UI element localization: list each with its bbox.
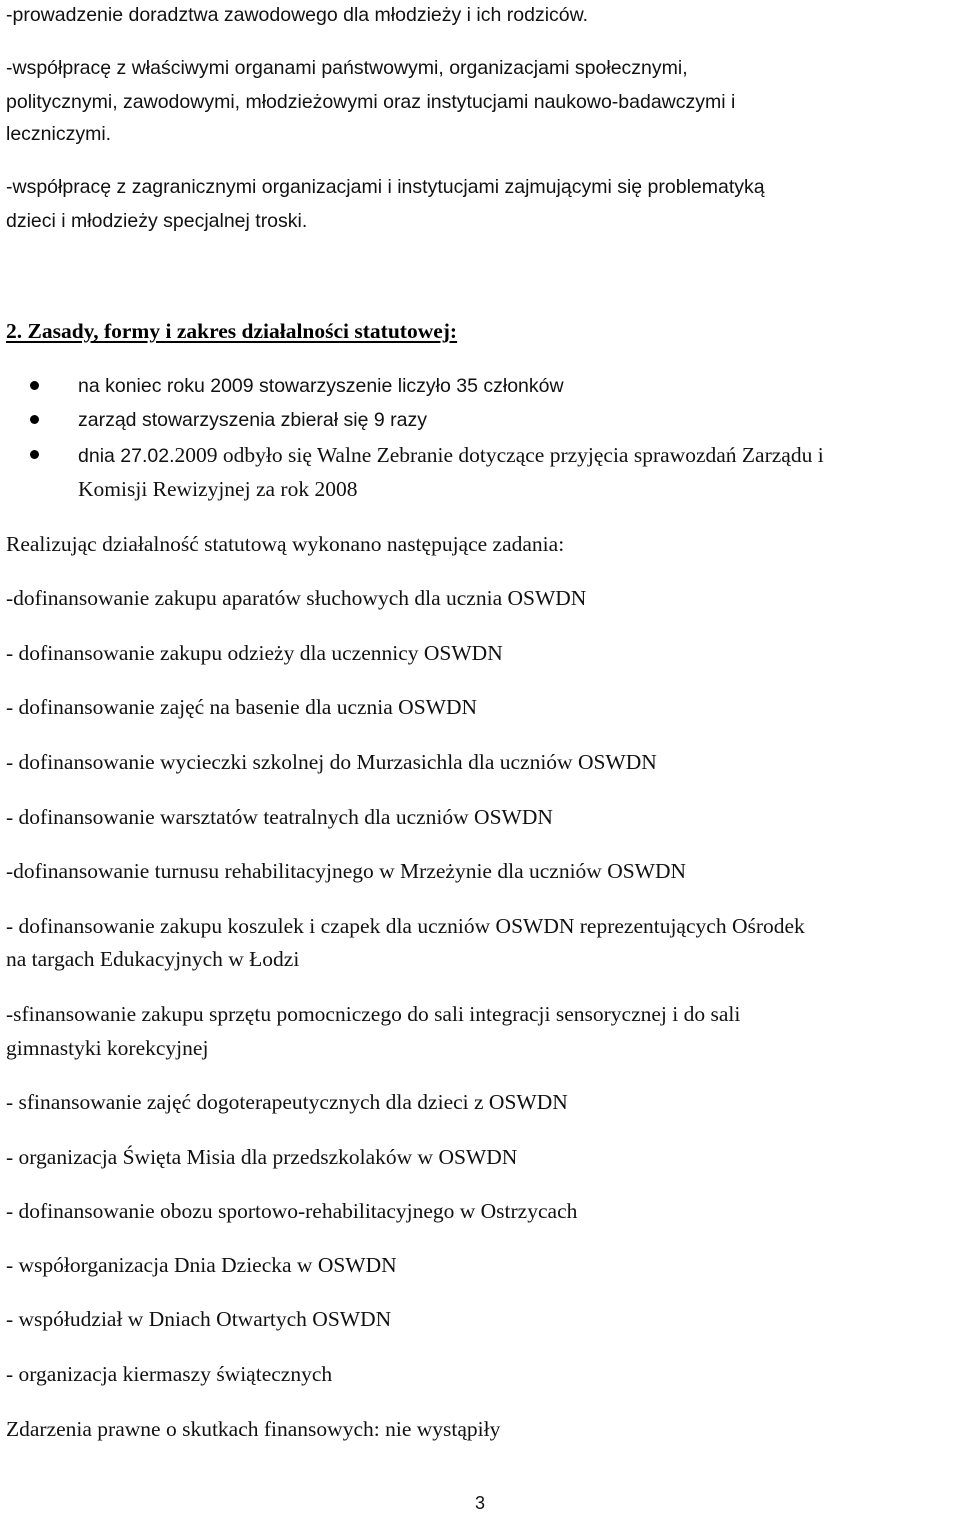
bullet-item: na koniec roku 2009 stowarzyszenie liczyło 35 członków [78, 375, 564, 397]
bullet-item [78, 442, 824, 469]
task-line: -dofinansowanie turnusu rehabilitacyjnego w Mrzeżynie dla uczniów OSWDN [6, 859, 687, 883]
paragraph-line: -prowadzenie doradztwa zawodowego dla młodzieży i ich rodziców. [6, 4, 589, 26]
section-heading: 2. Zasady, formy i zakres działalności statutowej: [6, 319, 458, 343]
task-line: - współorganizacja Dnia Dziecka w OSWDN [6, 1253, 397, 1277]
legal-events-paragraph: Zdarzenia prawne o skutkach finansowych: nie wystąpiły [6, 1417, 501, 1441]
bullet-icon [30, 450, 39, 459]
task-line: -sfinansowanie zakupu sprzętu pomocniczego do sali integracji sensorycznej i do sali [6, 1002, 741, 1026]
task-line: - dofinansowanie zakupu odzieży dla uczennicy OSWDN [6, 641, 503, 665]
paragraph-line: dzieci i młodzieży specjalnej troski. [6, 210, 308, 232]
intro-paragraph: Realizując działalność statutową wykonano następujące zadania: [6, 532, 565, 556]
task-line: -dofinansowanie zakupu aparatów słuchowych dla ucznia OSWDN [6, 586, 587, 610]
task-line-continuation: gimnastyki korekcyjnej [6, 1036, 209, 1060]
paragraph-line: leczniczymi. [6, 123, 112, 145]
task-line: - dofinansowanie obozu sportowo-rehabilitacyjnego w Ostrzycach [6, 1199, 578, 1223]
bullet-icon [30, 381, 39, 390]
bullet-item: zarząd stowarzyszenia zbierał się 9 razy [78, 409, 427, 431]
bullet-item-date-part: dnia 27.02. [78, 445, 175, 467]
task-line: - dofinansowanie warsztatów teatralnych dla uczniów OSWDN [6, 805, 553, 829]
paragraph-line: -współpracę z zagranicznymi organizacjami i instytucjami zajmującymi się problematyką [6, 176, 765, 198]
task-line-continuation: na targach Edukacyjnych w Łodzi [6, 947, 300, 971]
task-line: - sfinansowanie zajęć dogoterapeutycznych dla dzieci z OSWDN [6, 1090, 568, 1114]
task-line: - dofinansowanie zajęć na basenie dla ucznia OSWDN [6, 695, 478, 719]
bullet-item-continuation: Komisji Rewizyjnej za rok 2008 [78, 477, 358, 501]
paragraph-line: -współpracę z właściwymi organami państwowymi, organizacjami społecznymi, [6, 57, 688, 79]
paragraph-line: politycznymi, zawodowymi, młodzieżowymi oraz instytucjami naukowo-badawczymi i [6, 91, 736, 113]
task-line: - współudział w Dniach Otwartych OSWDN [6, 1307, 392, 1331]
bullet-icon [30, 415, 39, 424]
task-line: - organizacja kiermaszy świątecznych [6, 1362, 333, 1386]
task-line: - dofinansowanie zakupu koszulek i czapek dla uczniów OSWDN reprezentujących Ośrodek [6, 914, 805, 938]
page-number: 3 [474, 1493, 485, 1513]
bullet-item-text-part: 2009 odbyło się Walne Zebranie dotyczące przyjęcia sprawozdań Zarządu i [174, 443, 824, 467]
task-line: - organizacja Święta Misia dla przedszkolaków w OSWDN [6, 1145, 518, 1169]
task-line: - dofinansowanie wycieczki szkolnej do Murzasichla dla uczniów OSWDN [6, 750, 657, 774]
